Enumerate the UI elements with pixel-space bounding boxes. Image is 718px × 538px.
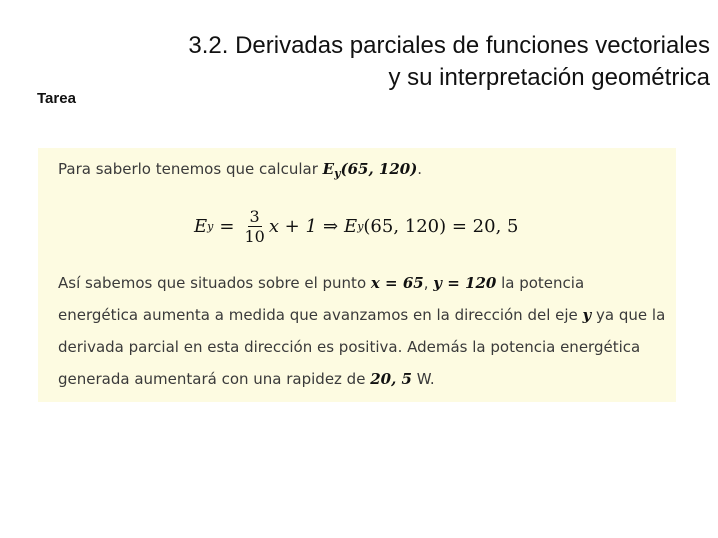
paragraph-line-5: derivada parcial en esta dirección es positiva. Además la potencia energética	[58, 338, 641, 356]
eq-lhs-sub: y	[207, 219, 214, 233]
math-y-value: y = 120	[433, 274, 497, 292]
math-y-axis: y	[582, 306, 592, 324]
derivative-equation	[194, 204, 518, 248]
section-label: Tarea	[37, 90, 76, 107]
eq-rhs-args: (65, 120) = 20, 5	[363, 215, 519, 237]
line1-text: Para saberlo tenemos que calcular	[58, 160, 323, 178]
slide-title	[30, 30, 710, 94]
paragraph-line-3: Así sabemos que situados sobre el punto x = 65, y = 120 la potencia	[58, 274, 585, 292]
eq-fraction	[244, 207, 264, 246]
math-ey-func: $E_y(65$, 120)	[322, 160, 418, 180]
eq-frac-num: 3	[249, 206, 260, 226]
paragraph-line-4: energética aumenta a medida que avanzamos en la dirección del eje y ya que la	[58, 306, 666, 324]
eq-rest: x + 1	[268, 215, 317, 237]
title-line-2: y su interpretación geométrica	[388, 64, 710, 91]
eq-frac-den: 10	[244, 226, 265, 246]
math-rate-value: 20, 5	[370, 370, 412, 388]
paragraph-line-1	[58, 160, 422, 180]
content-box	[38, 148, 676, 402]
eq-rhs-sub: y	[357, 219, 364, 233]
eq-rhs-var: E	[344, 215, 358, 237]
eq-implies: ⇒	[322, 215, 339, 237]
line1-end: .	[417, 160, 423, 178]
eq-lhs-var: E	[194, 215, 208, 237]
math-x-value: x = 65	[370, 274, 424, 292]
paragraph-line-6: generada aumentará con una rapidez de 20, 5 W.	[58, 370, 435, 388]
eq-equals: =	[219, 215, 235, 237]
title-line-1: 3.2. Derivadas parciales de funciones vectoriales	[188, 32, 710, 59]
